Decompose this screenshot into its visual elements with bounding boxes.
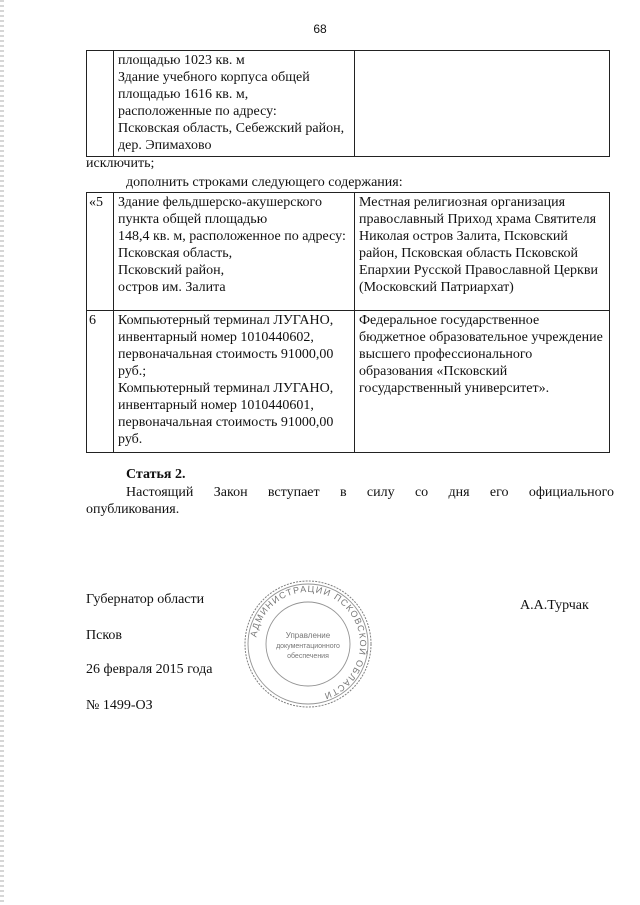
law-number: № 1499-ОЗ <box>86 698 153 713</box>
article-text-line: опубликования. <box>86 502 180 517</box>
signature-date: 26 февраля 2015 года <box>86 662 213 677</box>
page-number: 68 <box>313 22 327 36</box>
scan-edge <box>0 0 4 905</box>
recipient-cell: Федеральное государственное бюджетное образовательное учреждение высшего профессионального образования «Псковский государственный университет». <box>355 311 610 453</box>
signatory-name: А.А.Турчак <box>520 598 589 613</box>
row-number: 6 <box>87 311 114 453</box>
table-row <box>87 311 610 453</box>
article-text-line: Настоящий Закон вступает в силу со дня его официального <box>126 485 614 500</box>
object-cell: Здание фельдшерско-акушерского пункта общей площадью 148,4 кв. м, расположенное по адресу: Псковская область, Псковский район, остров им. Залита <box>114 193 355 311</box>
exclude-text: исключить; <box>86 156 155 171</box>
recipient-cell <box>355 51 610 157</box>
table-new-rows <box>86 192 610 453</box>
signature-city: Псков <box>86 628 123 643</box>
article-heading: Статья 2. <box>126 467 186 482</box>
signature-title: Губернатор области <box>86 592 205 607</box>
seal-ring-text: АДМИНИСТРАЦИИ ПСКОВСКОЙ ОБЛАСТИ <box>248 583 369 702</box>
recipient-cell: Местная религиозная организация православный Приход храма Святителя Николая остров Залита, Псковский район, Псковская область Псковской Епархии Русской Православной Церкви (Московский Патриархат) <box>355 193 610 311</box>
seal-center-line: документационного <box>276 643 340 650</box>
add-text: дополнить строками следующего содержания: <box>126 175 403 190</box>
seal-center-line: Управление <box>285 631 331 640</box>
row-number-cell <box>87 51 114 157</box>
object-cell: Компьютерный терминал ЛУГАНО, инвентарный номер 1010440602, первоначальная стоимость 91000,00 руб.; Компьютерный терминал ЛУГАНО, инвентарный номер 1010440601, первоначальная стоимость 91000,00 руб. <box>114 311 355 453</box>
object-cell: площадью 1023 кв. м Здание учебного корпуса общей площадью 1616 кв. м, расположенные по адресу: Псковская область, Себежский район, дер. Эпимахово <box>114 51 355 157</box>
table-row <box>87 51 610 157</box>
table-continued <box>86 50 610 157</box>
official-seal <box>242 578 374 710</box>
article-text <box>86 484 614 518</box>
seal-center-line: обеспечения <box>287 653 329 660</box>
row-number: «5 <box>87 193 114 311</box>
table-row <box>87 193 610 311</box>
